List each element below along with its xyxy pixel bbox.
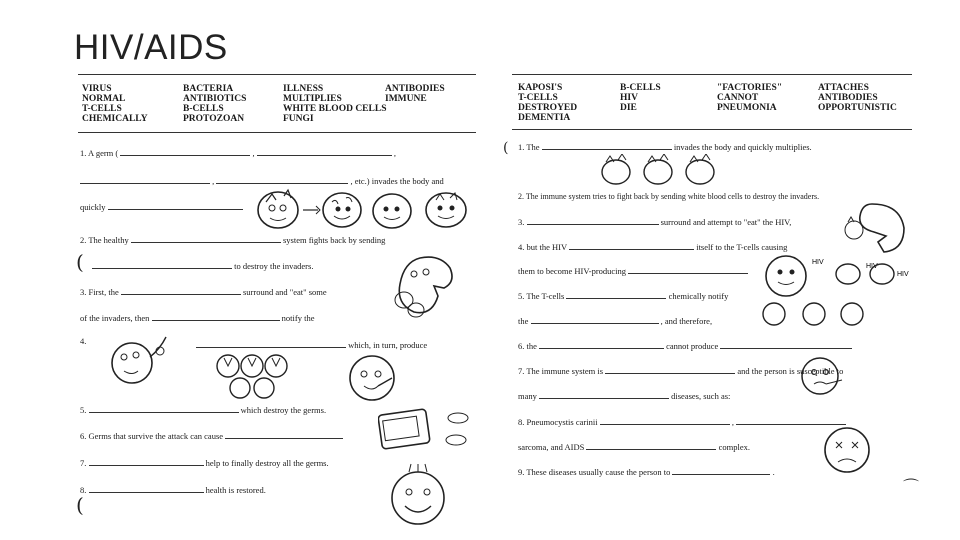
question-4-number [80, 336, 86, 347]
word-t-cells: T-CELLS [518, 93, 558, 103]
q5-blank[interactable] [89, 404, 239, 413]
q4-number: 4. [80, 336, 87, 346]
question-1-line-3 [80, 201, 243, 213]
q1-blank-3[interactable] [80, 175, 210, 184]
question-7 [80, 457, 329, 469]
r1-blank[interactable] [542, 141, 672, 150]
r3-number: 3. [518, 217, 525, 227]
q5-text: which destroy the germs. [240, 405, 327, 415]
q3-text-3: of the invaders, then [80, 313, 150, 323]
hiv-attaching-tcell-illustration [762, 250, 912, 330]
q1-blank-1[interactable] [120, 147, 250, 156]
r1-text: 1. The [518, 142, 540, 152]
germ-multiplying-illustration [256, 184, 476, 236]
word-bank-column-1 [518, 83, 577, 123]
question-1-line-1 [80, 147, 396, 159]
q1-blank-5[interactable] [108, 201, 243, 210]
happy-face-illustration [383, 460, 453, 530]
q2-blank-2[interactable] [92, 260, 232, 269]
q4-text: which, in turn, produce [348, 340, 428, 350]
question-6 [518, 340, 852, 352]
word-attaches: ATTACHES [818, 83, 869, 93]
r9-period: . [772, 467, 775, 477]
right-worksheet [512, 74, 912, 534]
word-immune: IMMUNE [385, 94, 427, 104]
question-9 [518, 466, 775, 478]
slide-title: HIV/AIDS [74, 28, 228, 67]
hole-punch-mark: ( [503, 140, 509, 156]
r8-text-3: sarcoma, and AIDS [518, 442, 585, 452]
r1-text-2: invades the body and quickly multiplies. [673, 142, 812, 152]
q5-number: 5. [80, 405, 87, 415]
left-worksheet [78, 74, 476, 534]
word-bacteria: BACTERIA [183, 84, 234, 94]
r4-text-3: them to become HIV-producing [518, 266, 627, 276]
q4-blank-1[interactable] [196, 339, 346, 348]
word-bank-column-4 [385, 84, 445, 104]
word-antibodies: ANTIBODIES [385, 84, 445, 94]
word-antibodies: ANTIBODIES [818, 93, 878, 103]
question-5 [80, 404, 326, 416]
hole-punch-mark: ⌒ [903, 477, 920, 496]
word-multiplies: MULTIPLIES [283, 94, 342, 104]
word-white-blood-cells: WHITE BLOOD CELLS [283, 104, 387, 114]
word-bank-column-4 [818, 83, 897, 113]
r3-text: surround and attempt to "eat" the HIV, [660, 217, 792, 227]
q2-text-3: to destroy the invaders. [234, 261, 314, 271]
r9-blank[interactable] [672, 466, 770, 475]
r5-blank-1[interactable] [566, 290, 666, 299]
q1-blank-2[interactable] [257, 147, 392, 156]
q1-quickly: quickly [80, 202, 106, 212]
white-blood-cell-eating-germs-illustration [390, 252, 460, 322]
word-destroyed: DESTROYED [518, 103, 578, 113]
question-8-line-2 [518, 441, 750, 453]
hiv-label: HIV [897, 271, 909, 278]
q1-blank-4[interactable] [216, 175, 348, 184]
word-bank-column-3 [283, 84, 386, 124]
q1-comma-1: , [252, 148, 255, 158]
word-bank-bottom-rule [78, 132, 476, 133]
question-3 [518, 216, 791, 228]
word-cannot: CANNOT [717, 93, 759, 103]
word-chemically: CHEMICALLY [82, 114, 148, 124]
word-b-cells: B-CELLS [620, 83, 661, 93]
r8-text: 8. Pneumocystis carinii [518, 417, 598, 427]
hiv-label: HIV [812, 259, 824, 266]
question-4-line-1 [518, 241, 787, 253]
r8-blank-1[interactable] [600, 416, 730, 425]
r5-text-4: , and therefore, [660, 316, 713, 326]
hole-punch-mark: ( [76, 250, 84, 274]
question-7-line-2 [518, 390, 730, 402]
r6-text: 6. the [518, 341, 537, 351]
r7-text-2: and the person is susceptible to [737, 366, 844, 376]
q6-text: 6. Germs that survive the attack can cause [80, 431, 224, 441]
word-bank-column-1 [82, 84, 148, 124]
r6-blank-2[interactable] [720, 340, 852, 349]
word-protozoan: PROTOZOAN [183, 114, 245, 124]
word-b-cells: B-CELLS [183, 104, 224, 114]
word-bank-top-rule [512, 74, 912, 75]
antibodies-illustration [212, 350, 297, 400]
word-antibiotics: ANTIBIOTICS [183, 94, 247, 104]
question-2 [518, 191, 819, 202]
r4-blank-2[interactable] [628, 265, 748, 274]
r6-text-2: cannot produce [666, 341, 719, 351]
word-virus: VIRUS [82, 84, 112, 94]
q8-blank[interactable] [89, 484, 204, 493]
r5-text-2: chemically notify [668, 291, 729, 301]
q3-text-4: notify the [281, 313, 315, 323]
q3-blank-2[interactable] [152, 312, 280, 321]
question-8 [80, 484, 266, 496]
r3-blank[interactable] [527, 216, 659, 225]
word-fungi: FUNGI [283, 114, 314, 124]
question-4-line-2 [518, 265, 748, 277]
q2-text-2: system fights back by sending [282, 235, 386, 245]
question-7-line-1 [518, 365, 843, 377]
question-1 [518, 141, 812, 153]
q7-text: help to finally destroy all the germs. [205, 458, 329, 468]
q6-blank[interactable] [225, 430, 343, 439]
word-bank-column-3 [717, 83, 782, 113]
q7-blank[interactable] [89, 457, 204, 466]
word-bank-column-2 [183, 84, 246, 124]
word-dementia: DEMENTIA [518, 113, 571, 123]
r8-text-4: complex. [718, 442, 750, 452]
r4-text: 4. but the HIV [518, 242, 567, 252]
question-3-line-2 [80, 312, 314, 324]
r8-text-2: , [731, 417, 734, 427]
r7-text-3: many [518, 391, 537, 401]
question-5-line-2 [518, 315, 712, 327]
q1-comma-3: , [212, 176, 215, 186]
word-t-cells: T-CELLS [82, 104, 122, 114]
q1-comma-2: , [393, 148, 396, 158]
r5-blank-2[interactable] [531, 315, 659, 324]
question-6 [80, 430, 343, 442]
r8-blank-3[interactable] [586, 441, 716, 450]
word-normal: NORMAL [82, 94, 126, 104]
word-die: DIE [620, 103, 637, 113]
hole-punch-mark: ( [76, 493, 84, 517]
q7-number: 7. [80, 458, 87, 468]
word-bank-bottom-rule [512, 129, 912, 130]
question-3-line-1 [80, 286, 327, 298]
q3-blank-1[interactable] [121, 286, 241, 295]
r5-text-3: the [518, 316, 529, 326]
word-opportunistic: OPPORTUNISTIC [818, 103, 897, 113]
q8-number: 8. [80, 485, 87, 495]
white-blood-cell-hiv-illustration [842, 200, 912, 256]
word-bank-column-2 [620, 83, 661, 113]
hiv-label: HIV [866, 263, 878, 270]
q2-text: 2. The healthy [80, 235, 129, 245]
sick-person-illustration [796, 354, 856, 398]
r4-blank-1[interactable] [569, 241, 694, 250]
q3-text-2: surround and "eat" some [242, 287, 327, 297]
word-bank-top-rule [78, 74, 476, 75]
word-hiv: HIV [620, 93, 638, 103]
antibody-cell-illustration [102, 327, 172, 397]
r9-text: 9. These diseases usually cause the person to [518, 467, 671, 477]
r5-text: 5. The T-cells [518, 291, 565, 301]
r7-blank-1[interactable] [605, 365, 735, 374]
question-2-line-2 [92, 260, 313, 272]
dead-face-illustration [822, 424, 872, 476]
word-factories: "FACTORIES" [717, 83, 783, 93]
question-8-line-1 [518, 416, 846, 428]
word-kaposis: KAPOSI'S [518, 83, 563, 93]
medicine-bottle-illustration [378, 404, 476, 454]
q8-text: health is restored. [205, 485, 266, 495]
r7-text: 7. The immune system is [518, 366, 604, 376]
q3-text: 3. First, the [80, 287, 119, 297]
r4-text-2: itself to the T-cells causing [696, 242, 788, 252]
sick-face-illustration [344, 350, 400, 406]
r7-blank-2[interactable] [539, 390, 669, 399]
word-pneumonia: PNEUMONIA [717, 103, 777, 113]
r6-blank-1[interactable] [539, 340, 664, 349]
r2-text: 2. The immune system tries to fight back by sending white blood cells to destroy the invaders. [518, 192, 820, 201]
hiv-multiplying-illustration [600, 154, 720, 188]
question-5-line-1 [518, 290, 728, 302]
word-illness: ILLNESS [283, 84, 324, 94]
r7-text-4: diseases, such as: [671, 391, 731, 401]
q1-text: 1. A germ ( [80, 148, 119, 158]
q1-end: , etc.) invades the body and [350, 176, 444, 186]
